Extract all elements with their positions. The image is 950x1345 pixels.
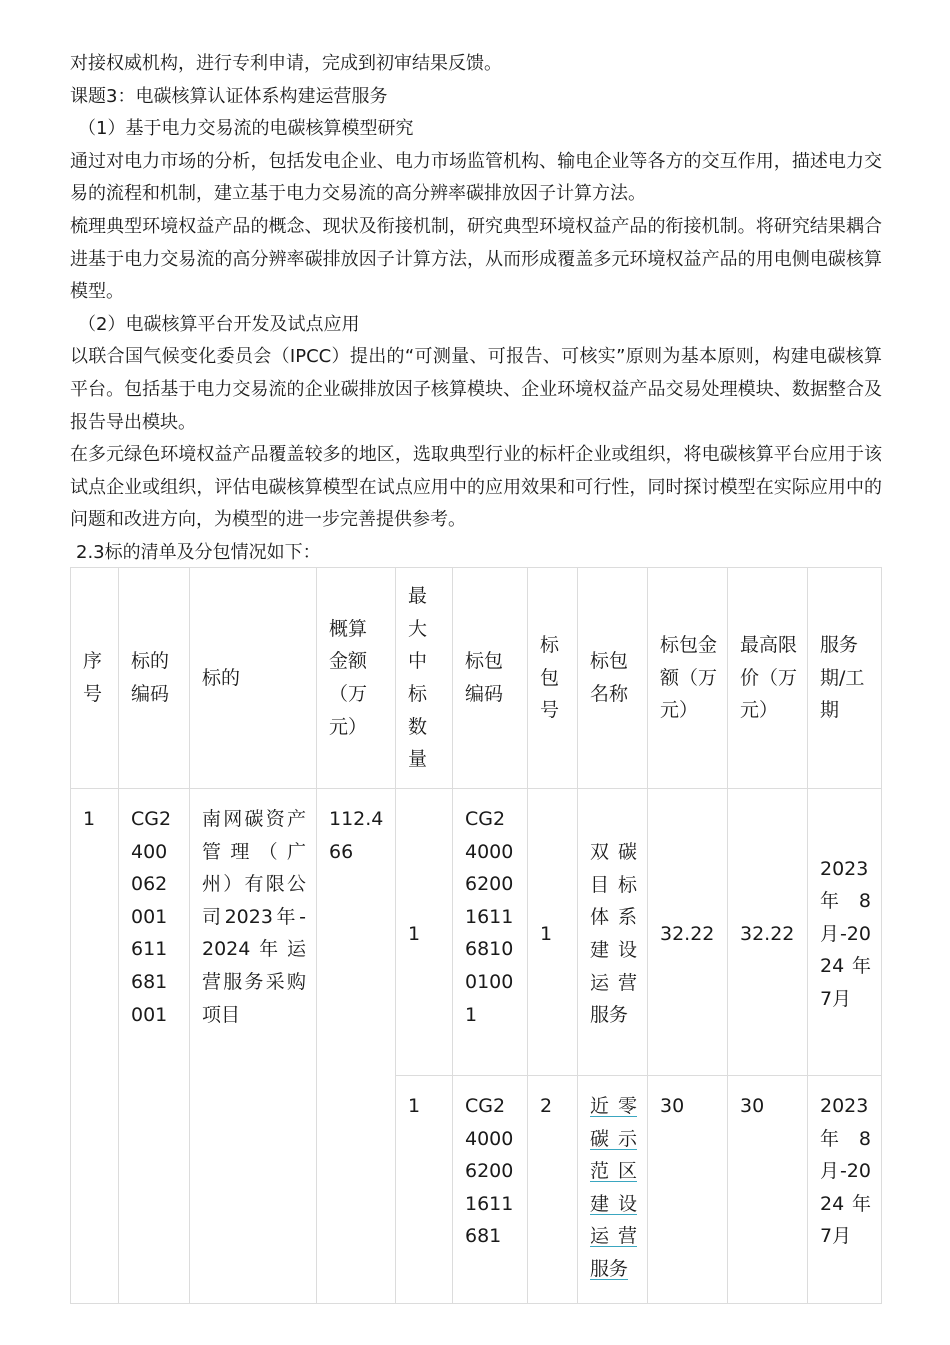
subsection-2-heading: （2）电碳核算平台开发及试点应用	[78, 313, 360, 335]
header-budget: 概算金额（万元）	[317, 568, 396, 789]
cell-period: 2023年8月-2024年7月	[808, 789, 882, 1076]
cell-pkg-no: 2	[528, 1076, 578, 1304]
cell-max-price: 30	[728, 1076, 808, 1304]
pkg-name-link[interactable]: 近零碳示范区建设运营服务	[590, 1095, 637, 1280]
paragraph-env-rights: 梳理典型环境权益产品的概念、现状及衔接机制，研究典型环境权益产品的衔接机制。将研究结果耦合进基于电力交易流的高分辨率碳排放因子计算方法，从而形成覆盖多元环境权益产品的用电侧电碳核算模型。	[70, 215, 882, 303]
header-pkg-no: 标包号	[528, 568, 578, 789]
cell-max-winners: 1	[396, 1076, 453, 1304]
header-pkg-name: 标包名称	[578, 568, 648, 789]
paragraph-market-analysis: 通过对电力市场的分析，包括发电企业、电力市场监管机构、输电企业等各方的交互作用，描述电力交易的流程和机制，建立基于电力交易流的高分辨率碳排放因子计算方法。	[70, 150, 882, 205]
header-seq: 序号	[71, 568, 119, 789]
cell-pkg-no: 1	[528, 789, 578, 1076]
cell-pkg-amount: 32.22	[648, 789, 728, 1076]
header-item-code: 标的编码	[119, 568, 190, 789]
paragraph-pilot: 在多元绿色环境权益产品覆盖较多的地区，选取典型行业的标杆企业或组织，将电碳核算平台应用于该试点企业或组织，评估电碳核算模型在试点应用中的应用效果和可行性，同时探讨模型在实际应用中的问题和改进方向，为模型的进一步完善提供参考。	[70, 444, 882, 531]
cell-pkg-amount: 30	[648, 1076, 728, 1304]
header-max-price: 最高限价（万元）	[728, 568, 808, 789]
cell-max-price: 32.22	[728, 789, 808, 1076]
cell-item: 南网碳资产管理（广州）有限公司2023年-2024年运营服务采购项目	[190, 789, 317, 1304]
cell-seq: 1	[71, 789, 119, 1304]
table-header-row	[71, 568, 882, 789]
cell-pkg-name	[578, 1076, 648, 1304]
cell-max-winners: 1	[396, 789, 453, 1076]
table-row	[71, 789, 882, 1076]
paragraph-platform: 以联合国气候变化委员会（IPCC）提出的“可测量、可报告、可核实”原则为基本原则，构建电碳核算平台。包括基于电力交易流的企业碳排放因子核算模块、企业环境权益产品交易处理模块、数据整合及报告导出模块。	[70, 346, 882, 433]
cell-pkg-code: CG2400062001611681001001	[453, 789, 528, 1076]
cell-budget: 112.466	[317, 789, 396, 1304]
header-pkg-code: 标包编码	[453, 568, 528, 789]
cell-pkg-name: 双碳目标体系建设运营服务	[578, 789, 648, 1076]
text-line-patent: 对接权威机构，进行专利申请，完成到初审结果反馈。	[70, 53, 502, 74]
header-item: 标的	[190, 568, 317, 789]
header-pkg-amount: 标包金额（万元）	[648, 568, 728, 789]
cell-pkg-code: CG2400062001611681	[453, 1076, 528, 1304]
subsection-1-heading: （1）基于电力交易流的电碳核算模型研究	[78, 118, 414, 140]
header-max-winners: 最大中标数量	[396, 568, 453, 789]
cell-period: 2023年8月-2024年7月	[808, 1076, 882, 1304]
table-caption: 2.3标的清单及分包情况如下：	[76, 541, 321, 563]
header-period: 服务期/工期	[808, 568, 882, 789]
document-body	[70, 48, 882, 569]
topic3-heading: 课题3：电碳核算认证体系构建运营服务	[70, 85, 388, 107]
cell-item-code: CG2400062001611681001	[119, 789, 190, 1304]
bid-package-table	[70, 567, 882, 1304]
